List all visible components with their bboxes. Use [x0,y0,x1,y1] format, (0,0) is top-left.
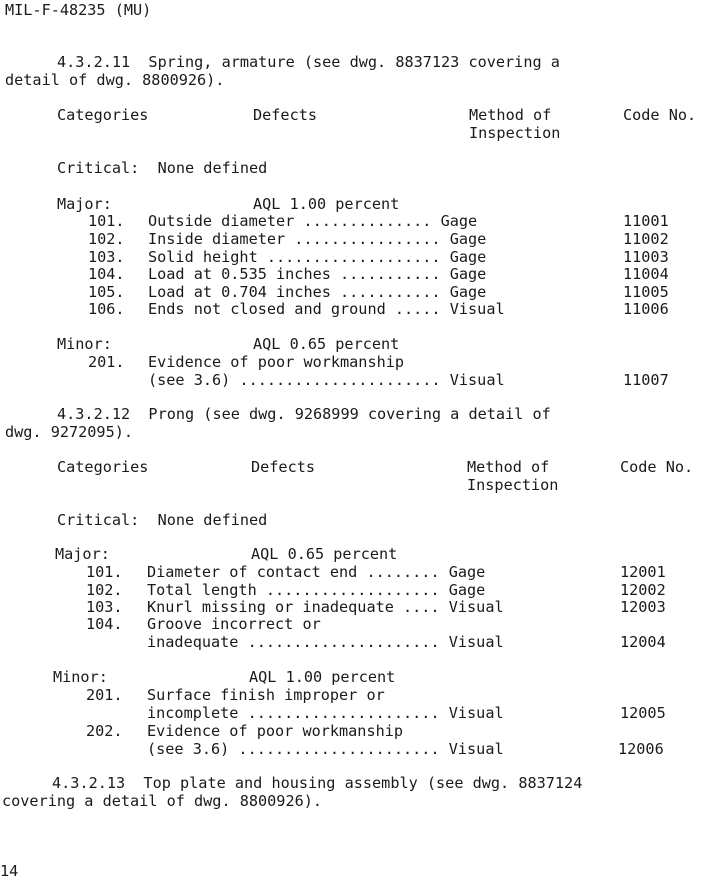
defect-description: Diameter of contact end ........ Gage [147,563,486,581]
defect-number: 105. [88,283,125,301]
paragraph-heading-continued: detail of dwg. 8800926). [5,71,225,89]
defect-description: Ends not closed and ground ..... Visual [148,300,505,318]
defect-description: Evidence of poor workmanship [148,353,405,371]
paragraph-heading-continued: dwg. 9272095). [5,423,134,441]
column-header-defects: Defects [251,458,316,476]
critical-line: Critical: None defined [57,159,268,177]
column-header-method-line2: Inspection [467,476,559,494]
minor-label: Minor: [53,668,108,686]
major-aql: AQL 1.00 percent [253,195,400,213]
column-header-method: Method of [469,106,552,124]
defect-number: 104. [88,265,125,283]
defect-code: 11002 [623,230,669,248]
defect-description: Total length ................... Gage [147,581,486,599]
defect-number: 202. [86,722,123,740]
critical-line: Critical: None defined [57,511,268,529]
defect-description: Surface finish improper or [147,686,385,704]
defect-number: 102. [86,581,123,599]
column-header-categories: Categories [57,106,149,124]
column-header-code: Code No. [620,458,694,476]
defect-code: 11004 [623,265,669,283]
column-header-defects: Defects [253,106,318,124]
column-header-method: Method of [467,458,550,476]
document-header: MIL-F-48235 (MU) [5,1,152,19]
paragraph-heading: 4.3.2.11 Spring, armature (see dwg. 8837123 covering a [57,53,560,71]
defect-number: 103. [88,248,125,266]
paragraph-heading-continued: covering a detail of dwg. 8800926). [2,792,323,810]
defect-number: 101. [86,563,123,581]
defect-number: 201. [88,353,125,371]
column-header-categories: Categories [57,458,149,476]
defect-description: Groove incorrect or [147,615,321,633]
paragraph-heading: 4.3.2.13 Top plate and housing assembly (see dwg. 8837124 [52,774,583,792]
column-header-method-line2: Inspection [469,124,561,142]
defect-number: 201. [86,686,123,704]
defect-number: 101. [88,212,125,230]
defect-code: 11005 [623,283,669,301]
paragraph-heading: 4.3.2.12 Prong (see dwg. 9268999 covering a detail of [57,405,551,423]
defect-description: Load at 0.704 inches ........... Gage [148,283,487,301]
defect-number: 103. [86,598,123,616]
major-aql: AQL 0.65 percent [251,545,398,563]
defect-description: inadequate ..................... Visual [147,633,504,651]
defect-code: 11003 [623,248,669,266]
defect-code: 12004 [620,633,666,651]
defect-code: 12003 [620,598,666,616]
defect-number: 106. [88,300,125,318]
defect-description: Inside diameter ................ Gage [148,230,487,248]
defect-description: Knurl missing or inadequate .... Visual [147,598,504,616]
minor-aql: AQL 1.00 percent [249,668,396,686]
defect-description: Solid height ................... Gage [148,248,487,266]
defect-description: Evidence of poor workmanship [147,722,404,740]
defect-code: 11001 [623,212,669,230]
defect-code: 11007 [623,371,669,389]
page-number: 14 [0,862,19,880]
defect-description: (see 3.6) ...................... Visual [148,371,505,389]
defect-description: (see 3.6) ...................... Visual [147,740,504,758]
defect-number: 104. [86,615,123,633]
column-header-code: Code No. [623,106,697,124]
defect-description: Load at 0.535 inches ........... Gage [148,265,487,283]
defect-code: 12001 [620,563,666,581]
minor-label: Minor: [57,335,112,353]
defect-description: Outside diameter .............. Gage [148,212,478,230]
major-label: Major: [57,195,112,213]
defect-code: 12006 [618,740,664,758]
defect-description: incomplete ..................... Visual [147,704,504,722]
minor-aql: AQL 0.65 percent [253,335,400,353]
defect-number: 102. [88,230,125,248]
major-label: Major: [55,545,110,563]
defect-code: 11006 [623,300,669,318]
defect-code: 12002 [620,581,666,599]
defect-code: 12005 [620,704,666,722]
